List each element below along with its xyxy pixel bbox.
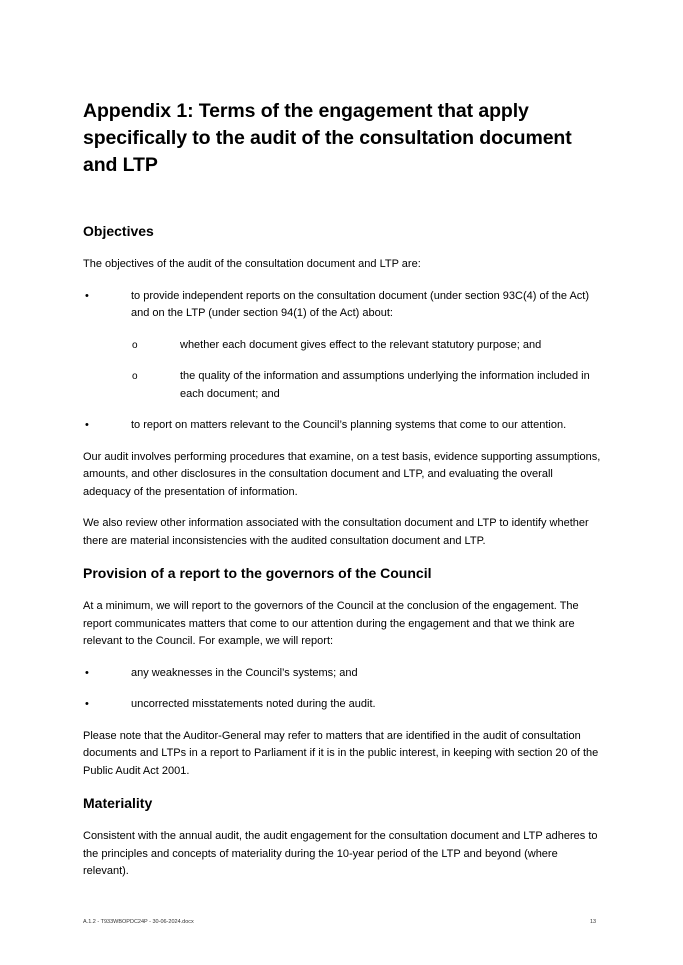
list-item (83, 665, 603, 683)
page-content (83, 98, 603, 895)
list-item (83, 288, 603, 323)
footer-document-reference: A.1.2 - T933WBOPDC24P - 30-06-2024.docx (83, 919, 194, 925)
list-item-text: to report on matters relevant to the Council’s planning systems that come to our attention. (131, 419, 567, 431)
section-heading-materiality: Materiality (83, 795, 153, 811)
objectives-paragraph: Our audit involves performing procedures that examine, on a test basis, evidence supporting assumptions, amounts, and other disclosures in the consultation document and LTP, and evaluating the overall adequacy of the presentation of information. (83, 450, 601, 498)
provision-paragraph: At a minimum, we will report to the governors of the Council at the conclusion of the engagement. The report communicates matters that come to our attention during the engagement and that we think are relevant to the Council. For example, we will report: (83, 600, 579, 647)
objectives-intro: The objectives of the audit of the consultation document and LTP are: (83, 258, 421, 270)
sub-list-item-text: whether each document gives effect to the relevant statutory purpose; and (180, 338, 542, 351)
list-item (83, 417, 603, 435)
provision-paragraph: Please note that the Auditor-General may refer to matters that are identified in the audit of consultation documents and LTPs in a report to Parliament if it is in the public interest, in keeping with section 20 of the Public Audit Act 2001. (83, 729, 599, 777)
bullet-icon: • (85, 289, 89, 302)
section-heading-provision: Provision of a report to the governors of the Council (83, 565, 432, 581)
materiality-paragraph: Consistent with the annual audit, the audit engagement for the consultation document and LTP adheres to the principles and concepts of materiality during the 10-year period of the LTP and beyond (where relevant). (83, 830, 598, 877)
sub-list-item (83, 337, 603, 355)
list-item-text: to provide independent reports on the consultation document (under section 93C(4) of the Act) and on the LTP (under section 94(1) of the Act) about: (131, 289, 590, 319)
sub-list-item (83, 368, 603, 403)
bullet-icon: • (85, 698, 89, 710)
page-title: Appendix 1: Terms of the engagement that apply specifically to the audit of the consultation document and LTP (83, 100, 572, 176)
bullet-icon: • (85, 419, 89, 431)
circle-bullet-icon: o (132, 371, 138, 382)
list-item-text: uncorrected misstatements noted during the audit. (131, 698, 376, 710)
circle-bullet-icon: o (132, 339, 138, 351)
sub-list-item-text: the quality of the information and assumptions underlying the information included in each document; and (180, 370, 590, 400)
footer-page-number: 13 (590, 919, 597, 925)
section-heading-objectives: Objectives (83, 223, 154, 239)
bullet-icon: • (85, 666, 89, 679)
objectives-paragraph: We also review other information associated with the consultation document and LTP to identify whether there are material inconsistencies with the audited consultation document and LTP. (83, 517, 589, 547)
list-item-text: any weaknesses in the Council’s systems; and (131, 666, 358, 679)
list-item (83, 696, 603, 714)
